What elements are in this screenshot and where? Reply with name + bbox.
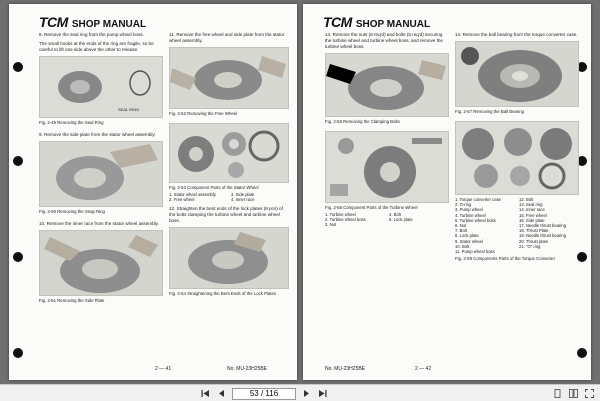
binder-hole	[13, 348, 23, 358]
legend-item: 1. Turbine wheel	[325, 212, 356, 217]
legend-item: 4. Inner race	[231, 197, 255, 203]
turbine-parts-photo	[326, 132, 448, 202]
legend-item: 1. Stator wheel assembly	[169, 192, 216, 197]
first-page-icon[interactable]	[200, 388, 211, 399]
step-8: 8. Remove the seal ring from the pump wheel boss.	[39, 32, 144, 37]
binder-hole	[13, 62, 23, 72]
viewer-toolbar	[0, 384, 600, 401]
last-page-icon[interactable]	[317, 388, 328, 399]
legend-item: 2. O-ring	[455, 202, 472, 208]
lock-plate-photo	[170, 228, 288, 288]
manual-page-right	[303, 4, 591, 380]
legend-item: 19. Needle thrust bearing	[519, 233, 567, 239]
figure-2-57	[455, 41, 579, 107]
clamping-bolts-photo	[326, 54, 448, 116]
seal-ring-photo	[40, 57, 162, 117]
legend-item: 1. Torque converter case	[455, 197, 502, 202]
seal-ring-label: SEAL RING	[118, 107, 140, 112]
legend-item: 2. Free wheel	[169, 197, 195, 203]
legend-item: 5. Turbine wheel boss	[455, 217, 496, 223]
page-number: 2 — 41	[155, 366, 172, 372]
binder-hole	[13, 252, 23, 262]
legend-item: 5. Lock plate	[389, 217, 413, 223]
legend-item: 13. Seal ring	[519, 202, 543, 208]
legend-2-56	[325, 212, 449, 228]
torque-converter-parts-photo	[456, 122, 578, 194]
legend-item: 6. Nut	[455, 223, 467, 229]
legend-item: 14. Inner race	[519, 207, 545, 213]
legend-item: 21. "O" ring	[519, 243, 541, 249]
step-8-note: The small hooks at the ends of the ring are fragile, so be careful to lift one side above the other to release.	[39, 41, 154, 52]
figure-2-55	[325, 53, 449, 117]
free-wheel-photo	[170, 48, 288, 108]
legend-2-58	[455, 197, 579, 254]
tcm-logo: TCM	[323, 14, 352, 30]
right-page-column-2	[455, 32, 579, 268]
caption-2-52: Fig. 2-52 Removing the Free Wheel	[169, 111, 238, 116]
side-plate-photo	[40, 231, 162, 295]
figure-2-53	[169, 123, 289, 183]
caption-2-55: Fig. 2-55 Removing the Clamping Bolts	[325, 119, 400, 124]
document-number: No. MU-23H25BE	[227, 366, 268, 372]
page-number-field[interactable]	[232, 388, 296, 400]
figure-2-49	[39, 56, 163, 118]
manual-page-left	[9, 4, 297, 380]
figure-2-56	[325, 131, 449, 203]
step-10: 10. Remove the inner race from the stator wheel assembly.	[39, 221, 159, 226]
caption-2-58: Fig. 2-58 Components Parts of the Torque Converter	[455, 256, 555, 262]
prev-page-icon[interactable]	[216, 388, 227, 399]
legend-item: 11. Pump wheel boss	[455, 249, 495, 255]
step-14: 14. Remove the ball bearing from the torque converter case.	[455, 32, 578, 37]
legend-item: 10. Bolt	[455, 243, 470, 249]
legend-item: 17. Needle thrust bearing	[519, 223, 567, 229]
legend-item: 18. Thrust Plate	[519, 228, 549, 234]
step-9: 9. Remove the side plate from the stator wheel assembly.	[39, 132, 156, 137]
step-11: 11. Remove the free wheel and side plate from the stator wheel assembly.	[169, 32, 285, 43]
step-12: 12. Straighten the bent ends of the lock plates (8 pcs) of the bolts clamping the turbine wheel and turbine wheel boss.	[169, 206, 283, 224]
snap-ring-photo	[40, 142, 162, 206]
caption-2-57: Fig. 2-57 Removing the Ball Bearing	[455, 109, 525, 114]
binder-hole	[577, 348, 587, 358]
figure-2-58	[455, 121, 579, 195]
caption-2-54: Fig. 2-54 Straightening the Bent Ends of the Lock Plates	[169, 291, 277, 297]
legend-item: 8. Lock plate	[455, 233, 479, 239]
legend-item: 4. Turbine wheel	[455, 212, 486, 218]
document-number: No. MU-23H25BE	[325, 366, 366, 372]
caption-2-50: Fig. 2-50 Removing the Snap Ring	[39, 209, 105, 214]
legend-item: 3. Nut	[325, 222, 337, 228]
legend-item: 12. Bolt	[519, 197, 534, 202]
view-tools	[552, 388, 594, 398]
page-header	[323, 14, 430, 30]
legend-item: 4. Bolt	[389, 212, 401, 217]
legend-item: 3. Pump wheel	[455, 207, 483, 213]
caption-2-49: Fig. 2-49 Removing the Seal Ring	[39, 120, 104, 125]
caption-2-51: Fig. 2-51 Removing the Side Plate	[39, 298, 105, 303]
page-header	[39, 14, 146, 30]
legend-item: 3. Side plate	[231, 192, 255, 197]
legend-2-53	[169, 192, 289, 202]
double-page-view-icon[interactable]	[568, 388, 578, 398]
page-number-input[interactable]	[234, 389, 294, 398]
figure-2-52	[169, 47, 289, 109]
page-number: 2 — 42	[415, 366, 432, 372]
legend-item: 20. Thrust plate	[519, 238, 549, 244]
left-page-column-2	[169, 32, 289, 303]
binder-hole	[13, 156, 23, 166]
legend-item: 15. Free wheel	[519, 212, 547, 218]
page-navigation	[200, 387, 328, 400]
legend-item: 9. Stator wheel	[455, 238, 483, 244]
legend-item: 16. Side plate	[519, 217, 545, 223]
manual-title: SHOP MANUAL	[71, 19, 147, 30]
next-page-icon[interactable]	[301, 388, 312, 399]
fullscreen-icon[interactable]	[584, 388, 594, 398]
left-page-column-1	[39, 32, 163, 310]
figure-2-50	[39, 141, 163, 207]
stator-parts-photo	[170, 124, 288, 182]
single-page-view-icon[interactable]	[552, 388, 562, 398]
figure-2-54	[169, 227, 289, 289]
ball-bearing-photo	[456, 42, 578, 106]
manual-title: SHOP MANUAL	[355, 19, 431, 30]
caption-2-56: Fig. 2-56 Component Parts of the Turbine Wheel	[325, 205, 418, 210]
figure-2-51	[39, 230, 163, 296]
tcm-logo: TCM	[39, 14, 68, 30]
right-page-column-1	[325, 32, 449, 230]
step-13: 13. Remove the nuts (8 req'd) and bolts (8 req'd) securing the turbine wheel and turbine wheel boss, and remove the turbine wheel boss.	[325, 32, 443, 49]
legend-item: 7. Bolt	[455, 228, 467, 234]
legend-item: 2. Turbine wheel boss	[325, 217, 366, 223]
caption-2-53: Fig. 2-53 Component Parts of the Stator Wheel	[169, 185, 259, 190]
